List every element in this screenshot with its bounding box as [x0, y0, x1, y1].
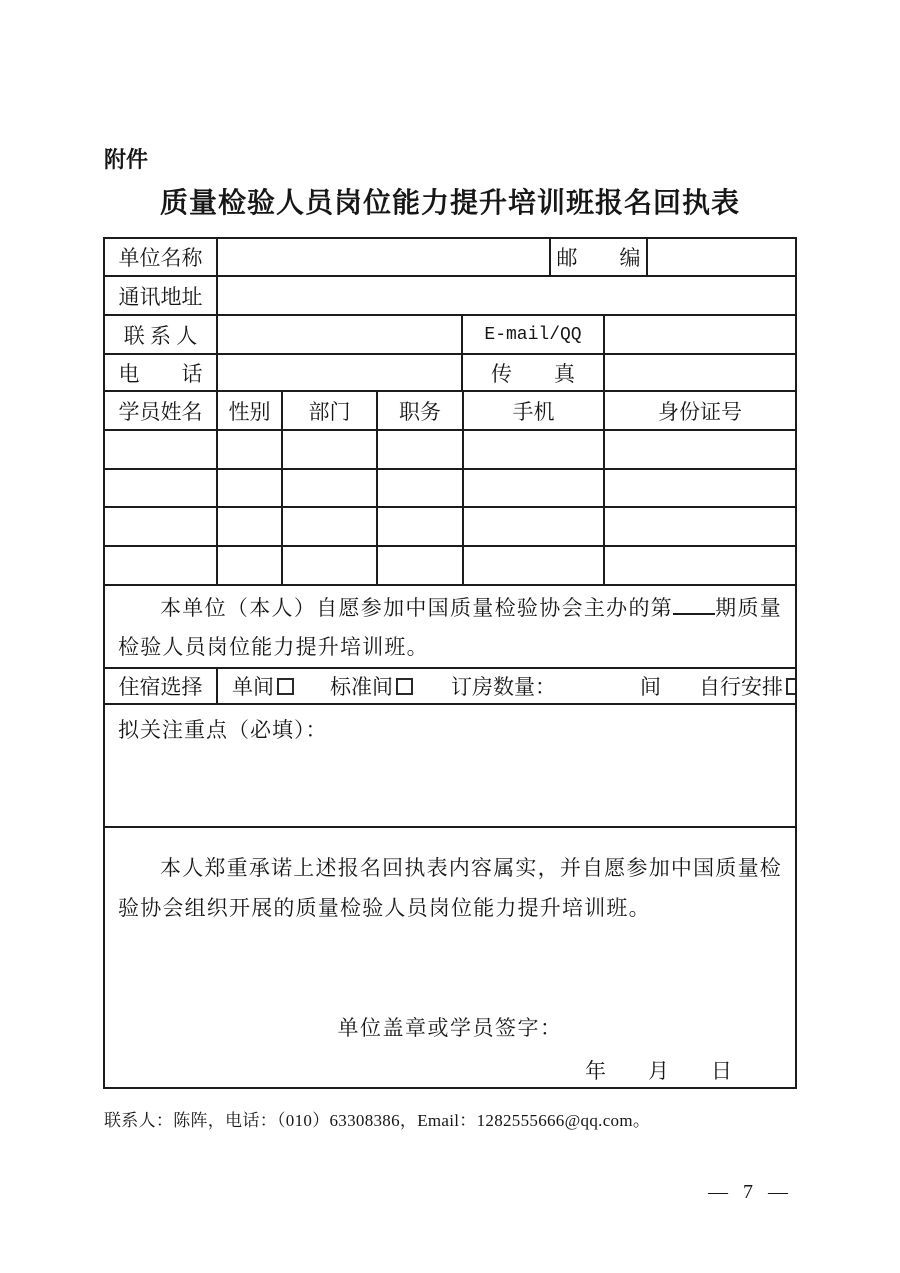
id-number-cell[interactable]	[605, 547, 795, 584]
contact-person-field[interactable]	[218, 316, 463, 353]
room-quantity-label: 订房数量：	[451, 675, 556, 699]
department-cell[interactable]	[283, 470, 378, 506]
position-cell[interactable]	[378, 470, 464, 506]
gender-cell[interactable]	[218, 431, 283, 468]
fax-field[interactable]	[605, 355, 795, 390]
standard-room-option	[330, 671, 413, 701]
standard-room-checkbox[interactable]	[396, 678, 413, 695]
student-row	[105, 547, 795, 586]
address-label: 通讯地址	[105, 277, 218, 314]
single-room-option	[232, 671, 294, 701]
student-row	[105, 431, 795, 470]
department-cell[interactable]	[283, 508, 378, 545]
mobile-cell[interactable]	[464, 431, 605, 468]
postal-code-field[interactable]	[648, 239, 795, 275]
student-row	[105, 470, 795, 508]
mobile-cell[interactable]	[464, 508, 605, 545]
focus-row[interactable]	[105, 705, 795, 828]
self-arrange-checkbox[interactable]	[786, 678, 795, 695]
fax-label: 传 真	[463, 355, 605, 390]
student-name-cell[interactable]	[105, 431, 218, 468]
phone-row	[105, 355, 795, 392]
pledge-text-after: 期质量检验人员岗位能力提升培训班。	[118, 596, 782, 659]
gender-cell[interactable]	[218, 470, 283, 506]
focus-label: 拟关注重点（必填）：	[118, 718, 328, 742]
student-header-row	[105, 392, 795, 431]
self-arrange-option	[699, 671, 795, 701]
room-quantity-unit: 间	[640, 675, 661, 699]
position-cell[interactable]	[378, 547, 464, 584]
position-header: 职务	[378, 392, 464, 429]
contact-person-label: 联 系 人	[105, 316, 218, 353]
id-number-cell[interactable]	[605, 431, 795, 468]
student-name-cell[interactable]	[105, 470, 218, 506]
student-row	[105, 508, 795, 547]
position-cell[interactable]	[378, 508, 464, 545]
student-name-header: 学员姓名	[105, 392, 218, 429]
single-room-checkbox[interactable]	[277, 678, 294, 695]
postal-code-label: 邮 编	[551, 239, 648, 275]
accommodation-options	[218, 669, 795, 703]
commitment-text: 本人郑重承诺上述报名回执表内容属实，并自愿参加中国质量检验协会组织开展的质量检验人员岗位能力提升培训班。	[118, 856, 782, 920]
id-number-header: 身份证号	[658, 399, 742, 424]
mobile-cell[interactable]	[464, 547, 605, 584]
phone-field[interactable]	[218, 355, 463, 390]
attachment-label: 附件	[104, 147, 149, 172]
unit-name-label: 单位名称	[105, 239, 218, 275]
mobile-header: 手机	[464, 392, 605, 429]
address-field[interactable]	[218, 277, 795, 314]
contact-row	[105, 316, 795, 355]
address-row	[105, 277, 795, 316]
id-number-cell[interactable]	[605, 508, 795, 545]
standard-room-label: 标准间	[330, 675, 393, 699]
student-name-cell[interactable]	[105, 508, 218, 545]
pledge-text-before: 本单位（本人）自愿参加中国质量检验协会主办的第	[160, 596, 674, 620]
gender-cell[interactable]	[218, 547, 283, 584]
session-number-field[interactable]	[673, 594, 715, 615]
department-header: 部门	[283, 392, 378, 429]
accommodation-label: 住宿选择	[105, 669, 218, 703]
gender-cell[interactable]	[218, 508, 283, 545]
date-label: 年 月 日	[585, 1059, 732, 1083]
position-cell[interactable]	[378, 431, 464, 468]
unit-name-field[interactable]	[218, 239, 551, 275]
email-qq-label: E-mail/QQ	[463, 316, 605, 353]
page-number: — 7 —	[708, 1181, 788, 1203]
phone-label: 电 话	[105, 355, 218, 390]
department-cell[interactable]	[283, 547, 378, 584]
self-arrange-label: 自行安排	[699, 675, 783, 699]
registration-form-table	[103, 237, 797, 1089]
department-cell[interactable]	[283, 431, 378, 468]
single-room-label: 单间	[232, 675, 274, 699]
student-name-cell[interactable]	[105, 547, 218, 584]
contact-footer-note: 联系人：陈阵，电话：（010）63308386，Email：1282555666@qq.com。	[104, 1111, 651, 1130]
mobile-cell[interactable]	[464, 470, 605, 506]
id-number-cell[interactable]	[605, 470, 795, 506]
accommodation-row	[105, 669, 795, 705]
gender-header: 性别	[218, 392, 283, 429]
unit-name-row	[105, 239, 795, 277]
page-title: 质量检验人员岗位能力提升培训班报名回执表	[159, 187, 740, 218]
signature-label: 单位盖章或学员签字：	[337, 1016, 563, 1040]
commitment-block	[105, 828, 795, 1087]
pledge-row	[105, 586, 795, 669]
email-qq-field[interactable]	[605, 316, 795, 353]
